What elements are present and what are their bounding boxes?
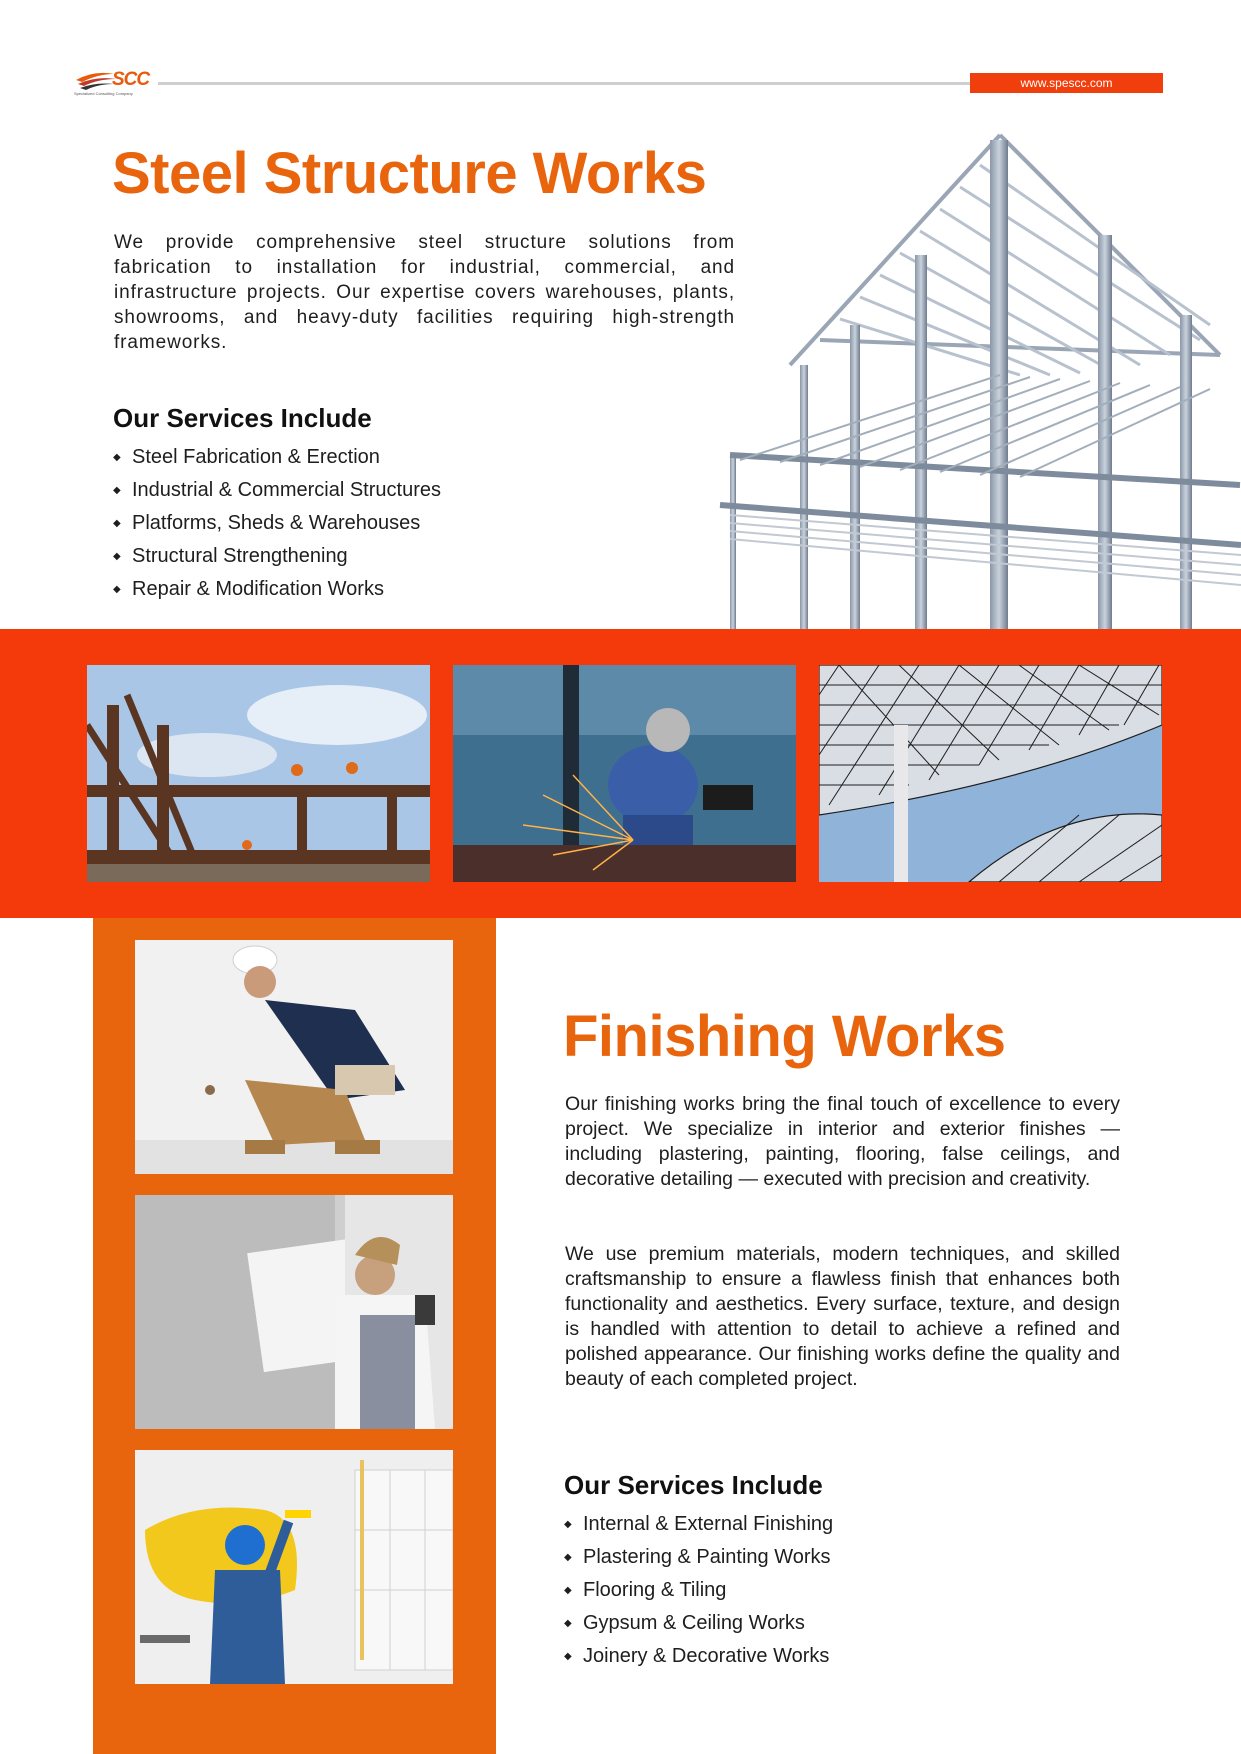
steel-section-title: Steel Structure Works [112,141,707,206]
finishing-description-paragraph: Our finishing works bring the final touch of excellence to every project. We specialize in interior and exterior finishes — including plastering, painting, flooring, false ceilings, and decorative detailing — executed with precision and creativity. [565,1093,1120,1190]
finishing-description-paragraph: We use premium materials, modern techniques, and skilled craftsmanship to ensure a flawless finish that enhances both functionality and aesthetics. Every surface, texture, and design is handled with attention to detail to achieve a refined and polished appearance. Our finishing works define the quality and beauty of each completed project. [565,1243,1120,1390]
list-item: ◆ Structural Strengthening [113,540,441,573]
finishing-services-list [564,1508,833,1673]
company-logo [74,64,154,102]
steel-services-heading: Our Services Include [113,403,372,433]
painter-photo [135,1450,453,1684]
list-item: ◆ Platforms, Sheds & Warehouses [113,507,441,540]
space-frame-roof-photo [819,665,1162,882]
finishing-services-heading: Our Services Include [564,1470,823,1500]
list-item: ◆ Industrial & Commercial Structures [113,474,441,507]
steel-services-list [113,441,441,606]
list-item: ◆ Plastering & Painting Works [564,1541,833,1574]
logo-text: SCC [112,69,150,90]
list-item: ◆ Internal & External Finishing [564,1508,833,1541]
list-item: ◆ Steel Fabrication & Erection [113,441,441,474]
steel-section-description: We provide comprehensive steel structure solutions from fabrication to installation for industrial, commercial, and infrastructure projects. Our expertise covers warehouses, plants, showrooms, and heavy-duty facilities requiring high-strength frameworks. [114,232,735,353]
welder-grinding-photo [453,665,796,882]
logo-tagline: Specialized Consulting Company [74,91,133,96]
electrician-photo [135,940,453,1174]
tiler-photo [135,1195,453,1429]
list-item: ◆ Joinery & Decorative Works [564,1640,833,1673]
steel-frame-image [700,125,1241,630]
list-item: ◆ Gypsum & Ceiling Works [564,1607,833,1640]
list-item: ◆ Flooring & Tiling [564,1574,833,1607]
ironworkers-photo [87,665,430,882]
header-divider [158,82,970,85]
finishing-section-title: Finishing Works [563,1004,1006,1069]
list-item: ◆ Repair & Modification Works [113,573,441,606]
website-badge[interactable]: www.spescc.com [970,73,1163,93]
